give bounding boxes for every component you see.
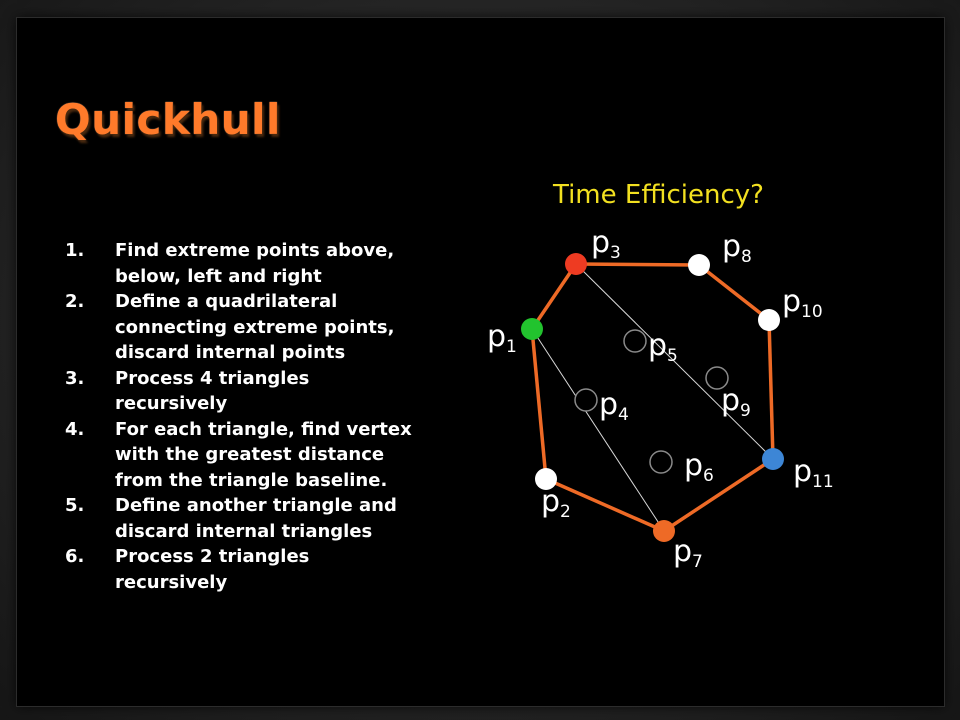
label-subscript: 7 xyxy=(692,552,703,572)
step-text: Define another triangle and discard internal triangles xyxy=(115,495,397,542)
hull-edge-p1-p3 xyxy=(532,264,576,329)
step-text: Process 4 triangles recursively xyxy=(115,367,310,414)
label-base: p xyxy=(721,383,741,418)
label-subscript: 3 xyxy=(610,243,621,263)
step-text: Process 2 triangles recursively xyxy=(115,546,310,593)
label-base: p xyxy=(722,229,742,264)
label-base: p xyxy=(684,448,704,483)
label-p7 xyxy=(673,534,703,572)
label-subscript: 1 xyxy=(506,337,517,357)
label-subscript: 5 xyxy=(667,346,678,366)
label-subscript: 6 xyxy=(703,466,714,486)
label-base: p xyxy=(591,225,611,260)
label-subscript: 9 xyxy=(740,401,751,421)
point-p3 xyxy=(565,253,587,275)
point-p7 xyxy=(653,520,675,542)
label-p6 xyxy=(684,448,714,486)
point-p5 xyxy=(624,330,646,352)
step-number: 4. xyxy=(65,418,85,440)
label-p5 xyxy=(648,328,678,366)
label-base: p xyxy=(541,484,561,519)
point-p11 xyxy=(762,448,784,470)
label-p10 xyxy=(782,284,823,322)
label-p8 xyxy=(722,229,752,267)
label-subscript: 11 xyxy=(812,472,834,492)
hull-edge-p10-p11 xyxy=(769,320,773,459)
label-base: p xyxy=(673,534,693,569)
label-subscript: 8 xyxy=(741,247,752,267)
label-base: p xyxy=(793,454,813,489)
point-p10 xyxy=(758,309,780,331)
step-text: For each triangle, find vertex with the greatest distance from the triangle baseline. xyxy=(115,418,412,491)
step-text: Find extreme points above, below, left and right xyxy=(115,240,395,287)
point-p4 xyxy=(575,389,597,411)
label-p9 xyxy=(721,383,751,421)
label-base: p xyxy=(599,387,619,422)
hull-edge-p2-p1 xyxy=(532,329,546,479)
label-subscript: 2 xyxy=(560,502,571,522)
hull-edge-p11-p7 xyxy=(664,459,773,531)
step-number: 2. xyxy=(65,291,85,312)
label-p4 xyxy=(599,387,629,425)
step-number: 1. xyxy=(65,240,85,261)
hull-edge-p8-p10 xyxy=(699,265,769,320)
label-p11 xyxy=(793,454,834,492)
step-number: 6. xyxy=(65,546,85,567)
label-p3 xyxy=(591,225,621,263)
label-base: p xyxy=(782,284,802,319)
hull-edge-p3-p8 xyxy=(576,264,699,265)
point-p8 xyxy=(688,254,710,276)
label-subscript: 10 xyxy=(801,302,823,322)
step-number: 3. xyxy=(65,367,85,389)
point-p1 xyxy=(521,318,543,340)
step-text: Define a quadrilateral connecting extreme points, discard internal points xyxy=(115,291,395,363)
label-subscript: 4 xyxy=(618,405,629,425)
step-number: 5. xyxy=(65,495,85,516)
label-base: p xyxy=(487,319,507,354)
label-base: p xyxy=(648,328,668,363)
slide-title: Quickhull xyxy=(55,95,281,144)
slide-subtitle: Time Efficiency? xyxy=(553,180,764,210)
label-p1 xyxy=(487,319,517,357)
point-p6 xyxy=(650,451,672,473)
